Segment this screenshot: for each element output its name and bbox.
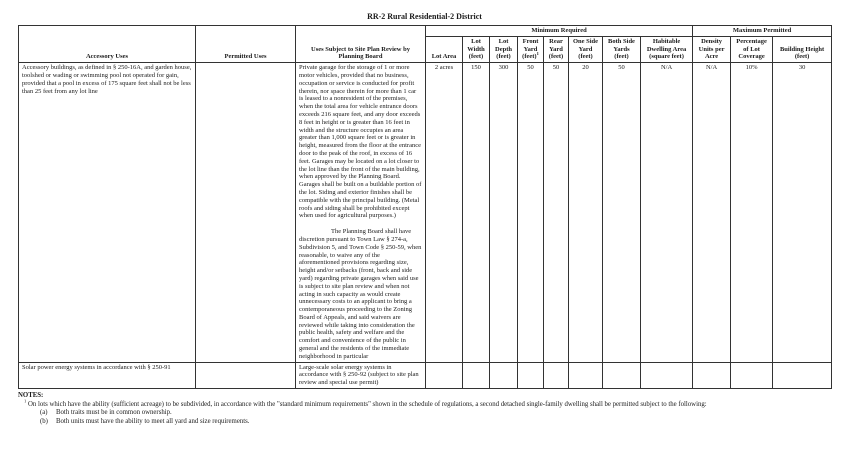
cell-both-side-yards [603, 362, 641, 388]
column-header-habitable-dwelling-area: Habitable Dwelling Area (square feet) [641, 36, 693, 62]
column-header-lot-width: Lot Width (feet) [463, 36, 490, 62]
cell-site-plan-review [296, 63, 426, 362]
column-header-permitted-uses: Permitted Uses [196, 26, 296, 63]
column-header-both-side-yards: Both Side Yards (feet) [603, 36, 641, 62]
front-yard-header-label: Front Yard (feet) [522, 37, 539, 61]
page-title: RR-2 Rural Residential-2 District [367, 12, 482, 21]
item-b-label: (b) [40, 417, 48, 425]
cell-building-height: 30 [773, 63, 832, 362]
cell-permitted-uses [196, 362, 296, 388]
zoning-schedule-table [18, 25, 832, 389]
column-header-lot-depth: Lot Depth (feet) [490, 36, 518, 62]
column-header-building-height: Building Height (feet) [773, 36, 832, 62]
cell-lot-depth [490, 362, 518, 388]
table-row [19, 362, 832, 388]
group-header-row [19, 26, 832, 37]
column-header-lot-area: Lot Area [426, 36, 463, 62]
cell-rear-yard: 50 [544, 63, 569, 362]
site-plan-review-paragraph-2: The Planning Board shall have discretion pursuant to Town Law § 274-a, Subdivision 5, and Town Code § 250-59, when reasonable, to waive any of the aforementioned provisions regarding size, height and/or setbacks (front, back and side yard) regarding private garages when said use is subject to site plan review and when not acting in such capacity as would create unnecessary costs to an applicant to bring a contemporaneous proceeding to the Zoning Board of Appeals, and said waivers are reviewed while taking into consideration the public health, safety and welfare and the comfort and convenience of the public in general and the residents of the immediate neighborhood in particular [299, 228, 422, 360]
footnote-1-text: On lots which have the ability (sufficient acreage) to be subdivided, in accordance with the "standard minimum requirements" shown in the schedule of regulations, a second detached single-family dwelling shall be permitted subject to the following: [27, 400, 707, 408]
group-header-maximum-permitted: Maximum Permitted [693, 26, 832, 37]
column-header-rear-yard: Rear Yard (feet) [544, 36, 569, 62]
cell-percentage-of-lot-coverage: 10% [731, 63, 773, 362]
cell-lot-area: 2 acres [426, 63, 463, 362]
cell-front-yard: 50 [518, 63, 544, 362]
cell-front-yard [518, 362, 544, 388]
item-a-label: (a) [40, 409, 48, 417]
table-row [19, 63, 832, 362]
footnote-1-marker: 1 [24, 398, 27, 404]
column-header-percentage-of-lot-coverage: Percentage of Lot Coverage [731, 36, 773, 62]
footnote-1-item-b [18, 418, 831, 427]
cell-site-plan-review: Large-scale solar energy systems in accordance with § 250-92 (subject to site plan review and special use permit) [296, 362, 426, 388]
cell-accessory-uses: Solar power energy systems in accordance with § 250-91 [19, 362, 196, 388]
cell-lot-width: 150 [463, 63, 490, 362]
cell-building-height [773, 362, 832, 388]
cell-lot-depth: 300 [490, 63, 518, 362]
footnote-1-item-a [18, 409, 831, 418]
column-header-site-plan-review: Uses Subject to Site Plan Review by Planning Board [296, 26, 426, 63]
cell-accessory-uses: Accessory buildings, as defined in § 250-16A, and garden house, toolshed or wading or swimming pool not operated for gain, provided that a pool in excess of 175 square feet shall not be less than 25 feet from any lot line [19, 63, 196, 362]
notes-heading: NOTES: [18, 392, 44, 400]
cell-lot-area [426, 362, 463, 388]
front-yard-footnote-marker: 1 [536, 51, 539, 57]
cell-percentage-of-lot-coverage [731, 362, 773, 388]
cell-one-side-yard: 20 [569, 63, 603, 362]
cell-permitted-uses [196, 63, 296, 362]
cell-one-side-yard [569, 362, 603, 388]
cell-density-units-per-acre [693, 362, 731, 388]
notes-section [18, 392, 831, 426]
cell-rear-yard [544, 362, 569, 388]
item-b-text: Both units must have the ability to meet all yard and size requirements. [56, 417, 250, 425]
item-a-text: Both traits must be in common ownership. [56, 409, 172, 417]
group-header-minimum-required: Minimum Required [426, 26, 693, 37]
column-header-accessory-uses: Accessory Uses [19, 26, 196, 63]
column-header-one-side-yard: One Side Yard (feet) [569, 36, 603, 62]
column-header-front-yard [518, 36, 544, 62]
cell-density-units-per-acre: N/A [693, 63, 731, 362]
cell-habitable-dwelling-area [641, 362, 693, 388]
cell-lot-width [463, 362, 490, 388]
footnote-1 [18, 398, 831, 410]
column-header-density-units-per-acre: Density Units per Acre [693, 36, 731, 62]
cell-habitable-dwelling-area: N/A [641, 63, 693, 362]
site-plan-review-paragraph-1: Private garage for the storage of 1 or more motor vehicles, provided that no business, occupation or service is conducted for profit therein, nor space therein for more than 1 car is leased to a nonresident of the premises, when the total area for vehicle entrance doors exceeds 216 square feet, and any door exceeds 8 feet in height or is greater than 16 feet in width and the structure occupies an area greater than 1,000 square feet or is greater in height, measured from the floor at the entrance door to the peak of the roof, in excess of 16 feet. Garages may be located on a lot closer to the lot line than the front of the main building, when approved by the Planning Board. Garages shall be built on a buildable portion of the lot. Siding and exterior finishes shall be compatible with the principal building. (Metal roofs and siding shall be prohibited except when used for agricultural purposes.) [299, 64, 422, 220]
cell-both-side-yards: 50 [603, 63, 641, 362]
